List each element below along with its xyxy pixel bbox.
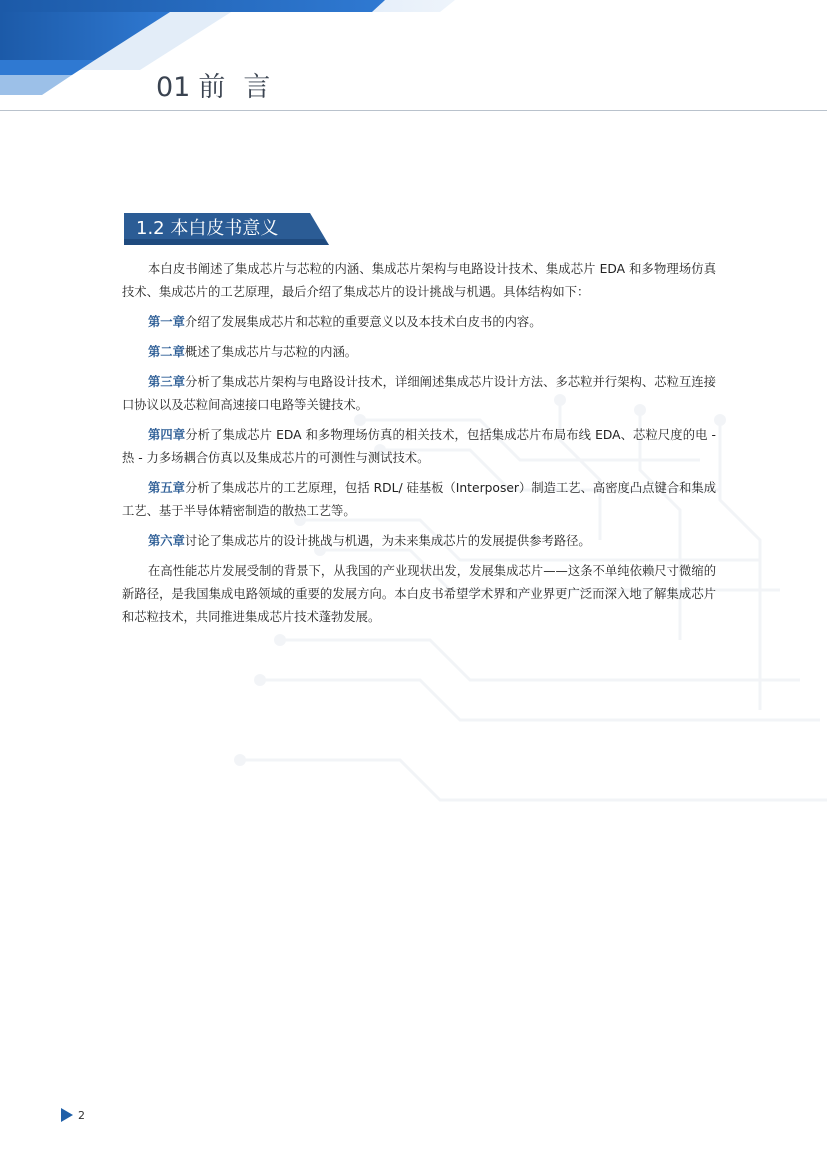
- chapter-word: 前言: [198, 72, 289, 103]
- header-divider: [0, 110, 827, 111]
- paragraph-conclusion: 在高性能芯片发展受制的背景下，从我国的产业现状出发，发展集成芯片——这条不单纯依赖尺寸微缩的新路径，是我国集成电路领域的重要的发展方向。本白皮书希望学术界和产业界更广泛而深入地了解集成芯片和芯粒技术，共同推进集成芯片技术蓬勃发展。: [122, 564, 716, 624]
- chapter-6-label: 第六章: [148, 534, 185, 548]
- chapter-5-label: 第五章: [148, 481, 185, 495]
- chapter-4-label: 第四章: [148, 428, 186, 442]
- chapter-1-label: 第一章: [148, 315, 185, 329]
- header-decoration: [0, 0, 827, 112]
- paragraph-chapter-3: 第三章分析了集成芯片架构与电路设计技术，详细阐述集成芯片设计方法、多芯粒并行架构、芯粒互连接口协议以及芯粒间高速接口电路等关键技术。: [122, 375, 716, 412]
- chapter-2-label: 第二章: [148, 345, 185, 359]
- paragraph-chapter-5: 第五章分析了集成芯片的工艺原理，包括 RDL/ 硅基板（Interposer）制造工艺、高密度凸点键合和集成工艺、基于半导体精密制造的散热工艺等。: [122, 481, 716, 518]
- paragraph-chapter-4: 第四章分析了集成芯片 EDA 和多物理场仿真的相关技术，包括集成芯片布局布线 EDA、芯粒尺度的电 - 热 - 力多场耦合仿真以及集成芯片的可测性与测试技术。: [122, 428, 716, 465]
- paragraph-chapter-1: 第一章介绍了发展集成芯片和芯粒的重要意义以及本技术白皮书的内容。: [148, 315, 542, 329]
- page-number: 2: [78, 1109, 85, 1122]
- paragraph-intro: 本白皮书阐述了集成芯片与芯粒的内涵、集成芯片架构与电路设计技术、集成芯片 EDA 和多物理场仿真技术、集成芯片的工艺原理，最后介绍了集成芯片的设计挑战与机遇。具体结构如下：: [122, 262, 716, 299]
- section-heading: [124, 213, 329, 245]
- section-heading-label: 1.2 本白皮书意义: [136, 218, 279, 239]
- chapter-3-label: 第三章: [148, 375, 186, 389]
- body-text: [122, 258, 716, 636]
- paragraph-chapter-2: 第二章概述了集成芯片与芯粒的内涵。: [148, 345, 358, 359]
- chapter-title: [156, 68, 288, 108]
- paragraph-chapter-6: 第六章讨论了集成芯片的设计挑战与机遇，为未来集成芯片的发展提供参考路径。: [148, 534, 591, 548]
- triangle-right-icon: [61, 1108, 73, 1122]
- chapter-number: 01: [156, 72, 191, 103]
